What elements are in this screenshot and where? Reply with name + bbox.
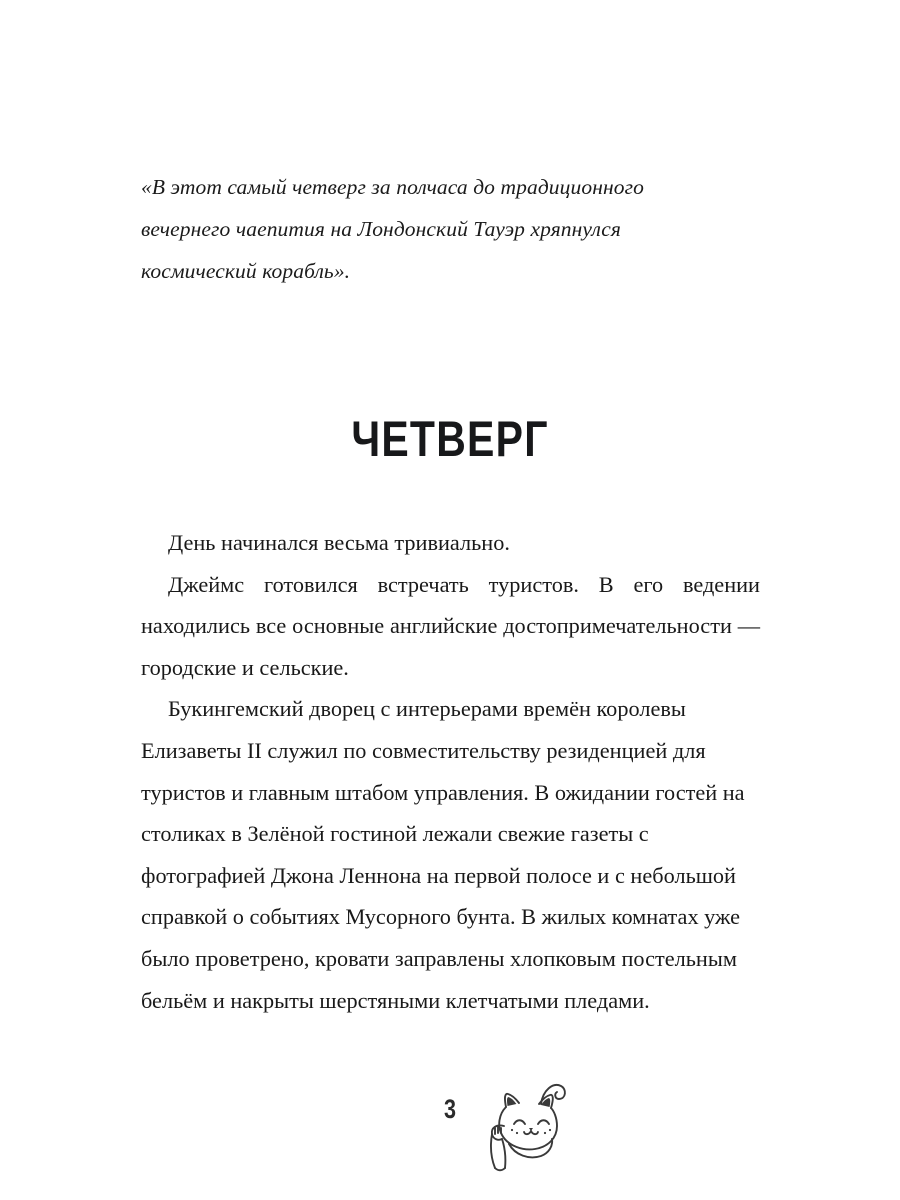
body-paragraph: Джеймс готовился встречать туристов. В его ведении находились все основные английские достопримечательности — городские и сельские. <box>141 571 760 680</box>
body-paragraph: Букингемский дворец с интерьерами времён королевы Елизаветы II служил по совместительству резиденцией для туристов и главным штабом управления. В ожидании гостей на столиках в Зелёной гостиной лежали свежие газеты с фотографией Джона Леннона на первой полосе и с небольшой справкой о событиях Мусорного бунта. В жилых комнатах уже было проветрено, кровати заправлены хлопковым постельным бельём и накрыты шерстяными клетчатыми пледами. <box>141 696 745 1013</box>
body-text <box>141 522 760 1021</box>
page-footer <box>0 1092 900 1188</box>
chapter-heading: ЧЕТВЕРГ <box>351 410 549 467</box>
epigraph-quote: «В этот самый четверг за полчаса до традиционного вечернего чаепития на Лондонский Тауэр хряпнулся космический корабль». <box>141 175 644 283</box>
body-paragraph: День начинался весьма тривиально. <box>168 530 510 555</box>
page-number: 3 <box>443 1094 457 1124</box>
waving-cat-icon <box>481 1076 573 1176</box>
